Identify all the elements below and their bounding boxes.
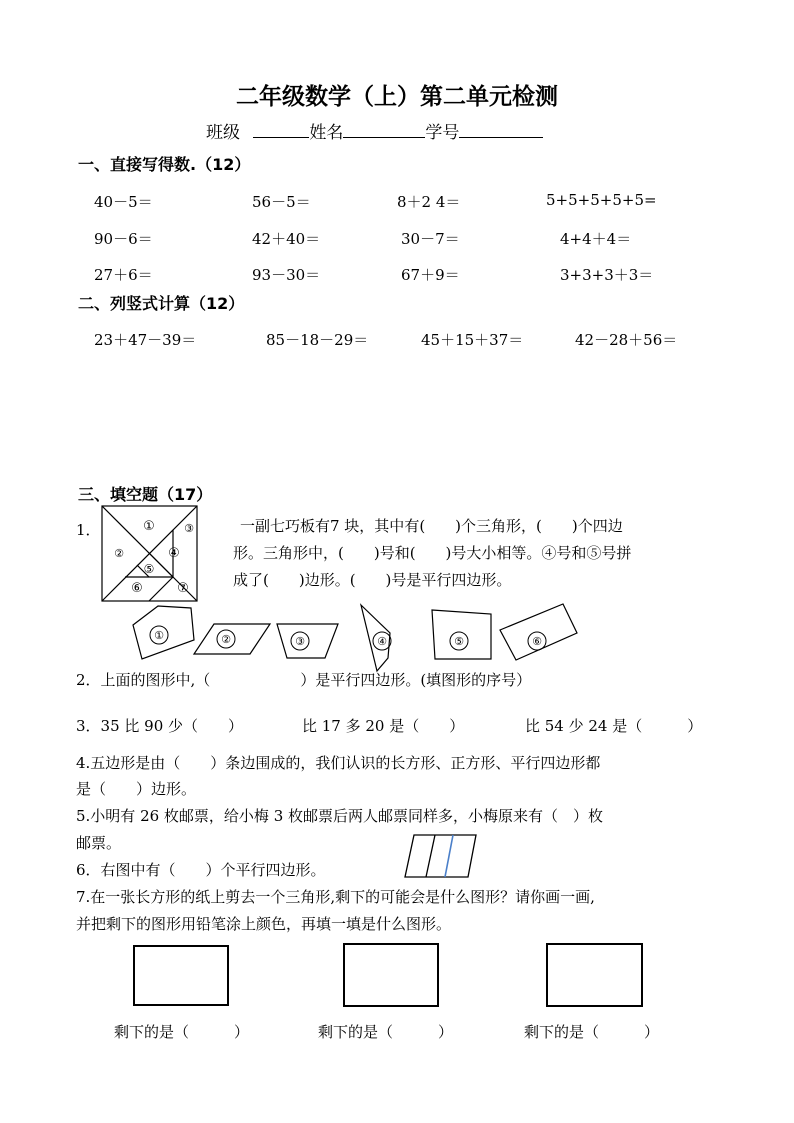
drawing-rectangle[interactable] bbox=[133, 945, 229, 1006]
s1-item: 4+4＋4＝ bbox=[560, 230, 632, 248]
q1-number: 1． bbox=[76, 521, 101, 539]
s1-item: 3+3+3＋3＝ bbox=[560, 266, 654, 284]
remaining-label: 剩下的是（ ） bbox=[318, 1023, 454, 1041]
parallelogram-shape bbox=[194, 624, 270, 654]
q1-line: 形。三角形中，( )号和( )号大小相等。④号和⑤号拼 bbox=[233, 544, 632, 562]
tangram-figure bbox=[101, 505, 199, 604]
shape-label: ① bbox=[154, 629, 164, 642]
q5-line: 邮票。 bbox=[76, 834, 122, 852]
remaining-label: 剩下的是（ ） bbox=[524, 1023, 660, 1041]
s2-item: 23＋47－39＝ bbox=[94, 331, 197, 349]
shapes-row bbox=[125, 600, 595, 675]
remaining-label: 剩下的是（ ） bbox=[114, 1023, 250, 1041]
shape-label: ③ bbox=[295, 635, 305, 648]
tangram-label: ④ bbox=[168, 546, 180, 561]
s1-item: 8＋2 4＝ bbox=[397, 193, 461, 211]
tangram-label: ③ bbox=[184, 522, 194, 535]
q4-line: 是（ ）边形。 bbox=[76, 780, 197, 798]
section1-heading: 一、直接写得数.（12） bbox=[78, 155, 251, 174]
parallelograms-figure bbox=[402, 832, 480, 880]
tangram-label: ② bbox=[114, 547, 124, 560]
id-blank[interactable] bbox=[459, 121, 543, 138]
s1-item: 40－5＝ bbox=[94, 193, 153, 211]
id-label: 学号 bbox=[425, 123, 460, 143]
tangram-label: ⑤ bbox=[143, 562, 155, 576]
s1-item: 56－5＝ bbox=[252, 193, 311, 211]
q3-part: 比 54 少 24 是（ ） bbox=[525, 717, 703, 735]
section3-heading: 三、填空题（17） bbox=[78, 485, 213, 504]
q4-line: 4.五边形是由（ ）条边围成的，我们认识的长方形、正方形、平行四边形都 bbox=[76, 754, 601, 772]
q3-part: 3．35 比 90 少（ ） bbox=[76, 717, 244, 735]
s1-item: 67＋9＝ bbox=[401, 266, 460, 284]
q7-line: 7.在一张长方形的纸上剪去一个三角形,剩下的可能会是什么图形？请你画一画, bbox=[76, 888, 595, 906]
q1-line: 成了( )边形。( )号是平行四边形。 bbox=[233, 571, 512, 589]
s2-item: 42－28＋56＝ bbox=[575, 331, 678, 349]
s1-item: 93－30＝ bbox=[252, 266, 321, 284]
s1-item: 27＋6＝ bbox=[94, 266, 153, 284]
name-blank[interactable] bbox=[343, 121, 425, 138]
class-label: 班级 bbox=[206, 123, 240, 143]
tangram-label: ⑥ bbox=[131, 581, 143, 596]
q1-line: 一副七巧板有7 块，其中有( )个三角形，( )个四边 bbox=[240, 517, 623, 535]
shape-label: ⑥ bbox=[532, 635, 542, 648]
q6-text: 6．右图中有（ ）个平行四边形。 bbox=[76, 861, 326, 879]
s2-item: 85－18－29＝ bbox=[266, 331, 369, 349]
s1-item: 90－6＝ bbox=[94, 230, 153, 248]
name-label: 姓名 bbox=[309, 123, 344, 143]
shape-label: ② bbox=[221, 633, 231, 646]
page-title: 二年级数学（上）第二单元检测 bbox=[236, 83, 558, 110]
q5-line: 5.小明有 26 枚邮票，给小梅 3 枚邮票后两人邮票同样多，小梅原来有（ ）枚 bbox=[76, 807, 604, 825]
tangram-label: ⑦ bbox=[177, 581, 189, 596]
q3-part: 比 17 多 20 是（ ） bbox=[302, 717, 465, 735]
s2-item: 45＋15＋37＝ bbox=[421, 331, 524, 349]
drawing-rectangle[interactable] bbox=[343, 943, 439, 1007]
drawing-rectangle[interactable] bbox=[546, 943, 643, 1007]
s1-item: 5+5+5+5+5= bbox=[546, 191, 657, 209]
section2-heading: 二、列竖式计算（12） bbox=[78, 294, 245, 313]
shape-label: ④ bbox=[377, 635, 387, 648]
student-info-line bbox=[206, 118, 543, 143]
s1-item: 30－7＝ bbox=[401, 230, 460, 248]
shape-label: ⑤ bbox=[454, 635, 464, 648]
trapezoid-shape bbox=[277, 624, 338, 658]
s1-item: 42＋40＝ bbox=[252, 230, 321, 248]
q7-line: 并把剩下的图形用铅笔涂上颜色，再填一填是什么图形。 bbox=[76, 915, 452, 933]
q2-text: 2．上面的图形中,（ ）是平行四边形。(填图形的序号） bbox=[76, 671, 532, 689]
tangram-label: ① bbox=[143, 519, 155, 534]
class-blank[interactable] bbox=[253, 121, 309, 138]
